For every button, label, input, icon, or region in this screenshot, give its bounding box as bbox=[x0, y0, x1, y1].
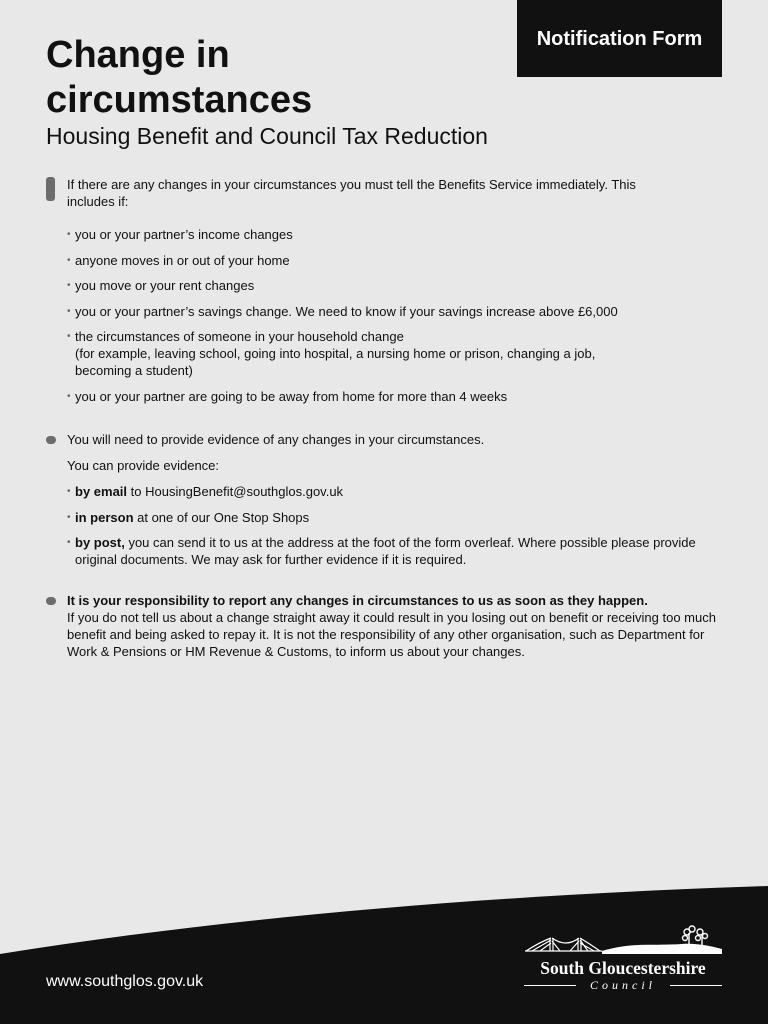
list-item: • anyone moves in or out of your home bbox=[67, 252, 726, 269]
list-item-text: to HousingBenefit@southglos.gov.uk bbox=[127, 484, 344, 499]
page-title: Change in circumstances bbox=[46, 34, 313, 121]
responsibility-section bbox=[46, 592, 726, 660]
list-item: • you or your partner are going to be away from home for more than 4 weeks bbox=[67, 388, 726, 405]
evidence-section bbox=[46, 431, 726, 577]
list-item: • you move or your rent changes bbox=[67, 277, 726, 294]
list-item-text: you can send it to us at the address at the foot of the form overleaf. Where possible please provide original documents. We may ask for further evidence if it is required. bbox=[75, 535, 696, 568]
changes-section bbox=[46, 176, 726, 414]
bridge-tree-logo-icon bbox=[522, 924, 724, 958]
list-item bbox=[67, 328, 726, 379]
section-marker bbox=[46, 597, 56, 605]
section-marker bbox=[46, 436, 56, 444]
logo-divider bbox=[670, 985, 722, 986]
list-item bbox=[67, 534, 726, 568]
council-label: Council bbox=[590, 978, 656, 992]
website-url[interactable]: www.southglos.gov.uk bbox=[46, 973, 204, 990]
list-item-text: the circumstances of someone in your household change bbox=[75, 329, 404, 345]
evidence-sub: You can provide evidence: bbox=[67, 458, 220, 473]
list-item bbox=[67, 509, 726, 526]
council-logo bbox=[522, 924, 724, 994]
list-item-detail: (for example, leaving school, going into hospital, a nursing home or prison, changing a job, becoming a student) bbox=[75, 346, 596, 379]
list-item-bold: in person bbox=[75, 509, 134, 525]
changes-list bbox=[67, 226, 726, 405]
list-item-bold: by email bbox=[75, 484, 128, 499]
list-item bbox=[67, 483, 726, 500]
notification-form-badge: Notification Form bbox=[517, 0, 722, 77]
list-item-text: at one of our One Stop Shops bbox=[133, 509, 310, 525]
changes-intro: If there are any changes in your circumstances you must tell the Benefits Service immediately. This includes if: bbox=[67, 177, 636, 209]
responsibility-bold: It is your responsibility to report any changes in circumstances to us as soon as they happen. bbox=[67, 593, 648, 608]
council-name: South Gloucestershire bbox=[540, 958, 706, 978]
list-item: • you or your partner’s savings change. We need to know if your savings increase above £6,000 bbox=[67, 303, 726, 320]
list-item-bold: by post, bbox=[75, 535, 125, 551]
section-marker bbox=[46, 177, 55, 201]
responsibility-heading bbox=[67, 592, 726, 609]
responsibility-text: If you do not tell us about a change straight away it could result in you losing out on benefit or receiving too much benefit and being asked to repay it. It is not the responsibility of any other organisation, such as Department for Work & Pensions or HM Revenue & Customs, to inform us about your changes. bbox=[67, 610, 716, 659]
page-subtitle: Housing Benefit and Council Tax Reduction bbox=[46, 123, 488, 149]
evidence-list bbox=[67, 483, 726, 568]
list-item: • you or your partner’s income changes bbox=[67, 226, 726, 243]
evidence-intro: You will need to provide evidence of any changes in your circumstances. bbox=[67, 432, 485, 447]
